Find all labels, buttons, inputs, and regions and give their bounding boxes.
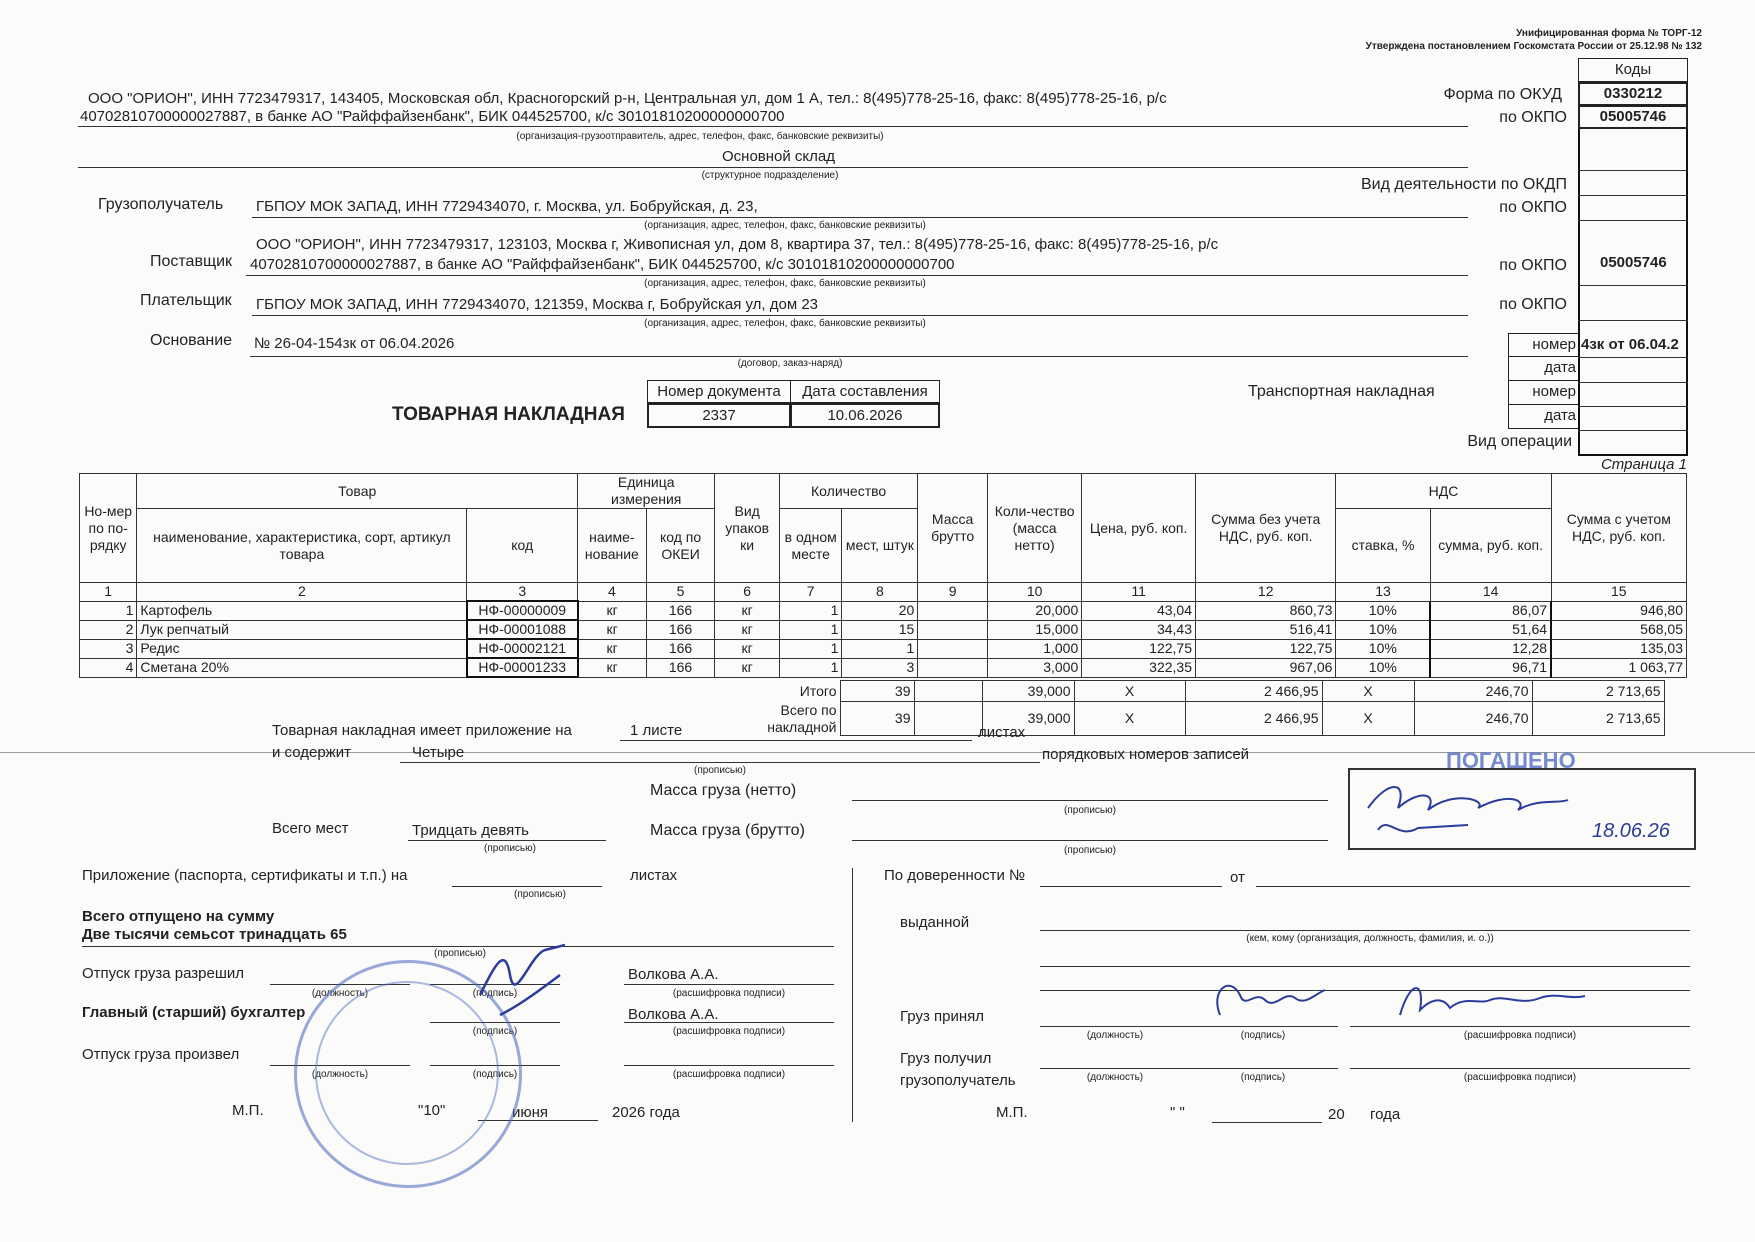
cell-net: 15,000 bbox=[987, 620, 1081, 639]
attach-label: Приложение (паспорта, сертификаты и т.п.) на bbox=[82, 867, 408, 884]
cell-gross bbox=[918, 658, 988, 677]
payer-caption: (организация, адрес, телефон, факс, банковские реквизиты) bbox=[644, 318, 926, 329]
column-number: 2 bbox=[137, 583, 467, 602]
receipt-date-suffix: года bbox=[1370, 1106, 1401, 1123]
release-made-label: Отпуск груза произвел bbox=[82, 1046, 240, 1063]
contains-value: Четыре bbox=[412, 744, 465, 761]
release-allowed-label: Отпуск груза разрешил bbox=[82, 965, 244, 982]
appendix-in-words: (прописью) bbox=[694, 765, 746, 776]
receipt-date-quotes: " " bbox=[1170, 1104, 1185, 1121]
cell-pack: кг bbox=[715, 601, 780, 620]
cell-one: 1 bbox=[779, 620, 842, 639]
issued-label: выданной bbox=[900, 914, 970, 931]
made-position-caption: (должность) bbox=[311, 1069, 369, 1080]
vsego-rate: X bbox=[1322, 702, 1414, 736]
cell-name: Сметана 20% bbox=[137, 658, 467, 677]
cell-one: 1 bbox=[779, 658, 842, 677]
cell-unit: кг bbox=[578, 620, 647, 639]
issued-caption: (кем, кому (организация, должность, фамилия, и. о.)) bbox=[1246, 933, 1494, 944]
cell-price: 43,04 bbox=[1082, 601, 1196, 620]
cell-gross bbox=[918, 620, 988, 639]
accountant-name: Волкова А.А. bbox=[628, 1006, 719, 1023]
total-label: Всего отпущено на сумму bbox=[82, 908, 275, 925]
vsego-price: X bbox=[1074, 702, 1185, 736]
vsego-gross bbox=[914, 702, 982, 736]
th-price: Цена, руб. коп. bbox=[1082, 474, 1196, 583]
transport-number-label: номер bbox=[1508, 381, 1578, 405]
codes-header: Коды bbox=[1578, 58, 1688, 82]
column-number: 11 bbox=[1082, 583, 1196, 602]
th-gross: Масса брутто bbox=[918, 474, 988, 583]
itogo-vat: 246,70 bbox=[1414, 681, 1532, 702]
accepted-decode-caption: (расшифровка подписи) bbox=[1463, 1030, 1577, 1041]
records-label: порядковых номеров записей bbox=[1042, 746, 1250, 763]
supplier-label: Поставщик bbox=[150, 253, 233, 270]
accountant-signature-caption: (подпись) bbox=[472, 1026, 518, 1037]
mass-net-label: Масса груза (нетто) bbox=[650, 782, 797, 799]
cell-places: 1 bbox=[842, 639, 918, 658]
consignee-caption: (организация, адрес, телефон, факс, банковские реквизиты) bbox=[644, 220, 926, 231]
accountant-label: Главный (старший) бухгалтер bbox=[82, 1004, 306, 1021]
attach-in-words: (прописью) bbox=[514, 889, 566, 900]
received-label-2: грузополучатель bbox=[900, 1072, 1016, 1089]
received-label-1: Груз получил bbox=[900, 1050, 992, 1067]
consignee-value: ГБПОУ МОК ЗАПАД, ИНН 7729434070, г. Москва, ул. Бобруйская, д. 23, bbox=[256, 198, 758, 215]
doc-number: 2337 bbox=[647, 403, 791, 428]
cell-n: 4 bbox=[80, 658, 137, 677]
division-value: Основной склад bbox=[722, 148, 836, 165]
cell-places: 3 bbox=[842, 658, 918, 677]
appendix-sheets-value: 1 листе bbox=[630, 722, 683, 739]
received-decode-caption: (расшифровка подписи) bbox=[1463, 1072, 1577, 1083]
attach-sheets-label: листах bbox=[630, 867, 678, 884]
th-qty-places: мест, штук bbox=[842, 509, 918, 583]
itogo-gross bbox=[914, 681, 982, 702]
cell-net: 3,000 bbox=[987, 658, 1081, 677]
approval-note: Утверждена постановлением Госкомстата России от 25.12.98 № 132 bbox=[1365, 41, 1702, 52]
column-number: 3 bbox=[467, 583, 578, 602]
cell-rate: 10% bbox=[1336, 639, 1430, 658]
cell-okei: 166 bbox=[646, 658, 715, 677]
cell-one: 1 bbox=[779, 601, 842, 620]
cell-price: 322,35 bbox=[1082, 658, 1196, 677]
cell-unit: кг bbox=[578, 639, 647, 658]
release-mp: М.П. bbox=[232, 1102, 264, 1119]
receipt-mp: М.П. bbox=[996, 1104, 1028, 1121]
cell-name: Лук репчатый bbox=[137, 620, 467, 639]
table-row bbox=[80, 601, 1687, 620]
cell-name: Редис bbox=[137, 639, 467, 658]
th-pack: Вид упаков ки bbox=[715, 474, 780, 583]
okpo-code: 05005746 bbox=[1578, 105, 1688, 129]
payer-okpo-label: по ОКПО bbox=[1499, 296, 1567, 313]
totals-table bbox=[726, 680, 1665, 736]
payer-value: ГБПОУ МОК ЗАПАД, ИНН 7729434070, 121359, Москва г, Бобруйская ул, дом 23 bbox=[256, 296, 819, 313]
th-qty: Количество bbox=[779, 474, 917, 509]
division-caption: (структурное подразделение) bbox=[701, 170, 839, 181]
cell-name: Картофель bbox=[137, 601, 467, 620]
itogo-total: 2 713,65 bbox=[1532, 681, 1664, 702]
itogo-row bbox=[726, 681, 1664, 702]
okud-code: 0330212 bbox=[1578, 82, 1688, 106]
cell-gross bbox=[918, 639, 988, 658]
cell-sum: 122,75 bbox=[1196, 639, 1336, 658]
contains-label: и содержит bbox=[272, 744, 351, 761]
transport-label: Транспортная накладная bbox=[1248, 383, 1435, 400]
release-date-year: 2026 года bbox=[612, 1104, 680, 1121]
received-position-caption: (должность) bbox=[1086, 1072, 1144, 1083]
cell-vat: 96,71 bbox=[1430, 658, 1551, 677]
column-number: 9 bbox=[918, 583, 988, 602]
column-number: 1 bbox=[80, 583, 137, 602]
cell-gross bbox=[918, 601, 988, 620]
cell-okei: 166 bbox=[646, 620, 715, 639]
th-unit-okei: код по ОКЕИ bbox=[646, 509, 715, 583]
allowed-position-caption: (должность) bbox=[311, 988, 369, 999]
th-goods-name: наименование, характеристика, сорт, артикул товара bbox=[137, 509, 467, 583]
accepted-position-caption: (должность) bbox=[1086, 1030, 1144, 1041]
itogo-rate: X bbox=[1322, 681, 1414, 702]
appendix-label: Товарная накладная имеет приложение на bbox=[272, 722, 572, 739]
supplier-line2: 40702810700000027887, в банке АО "Райффайзенбанк", БИК 044525700, к/с 30101810200000000700 bbox=[250, 256, 955, 273]
made-decode-caption: (расшифровка подписи) bbox=[672, 1069, 786, 1080]
vsego-label: Всего по накладной bbox=[767, 701, 837, 735]
cell-pack: кг bbox=[715, 658, 780, 677]
places-label: Всего мест bbox=[272, 820, 349, 837]
allowed-decode-caption: (расшифровка подписи) bbox=[672, 988, 786, 999]
cell-total: 946,80 bbox=[1551, 601, 1686, 620]
okdp-label: Вид деятельности по ОКДП bbox=[1360, 176, 1567, 193]
payer-label: Плательщик bbox=[140, 292, 232, 309]
cell-price: 122,75 bbox=[1082, 639, 1196, 658]
table-row bbox=[80, 639, 1687, 658]
cell-total: 135,03 bbox=[1551, 639, 1686, 658]
transport-date-label: дата bbox=[1508, 405, 1578, 429]
cell-rate: 10% bbox=[1336, 620, 1430, 639]
th-unit: Единица измерения bbox=[578, 474, 715, 509]
accepted-signature bbox=[1200, 970, 1340, 1030]
shipper-line1: ООО "ОРИОН", ИНН 7723479317, 143405, Московская обл, Красногорский р-н, Центральная ул, дом 1 А, тел.: 8(495)778-25-16, факс: 8(495)778-25-16, р/с bbox=[88, 90, 1167, 107]
cell-vat: 12,28 bbox=[1430, 639, 1551, 658]
basis-number-label: номер bbox=[1508, 333, 1578, 357]
column-numbers-row bbox=[80, 583, 1687, 602]
shipper-caption: (организация-грузоотправитель, адрес, телефон, факс, банковские реквизиты) bbox=[516, 131, 884, 142]
basis-date-label: дата bbox=[1508, 357, 1578, 381]
accountant-decode-caption: (расшифровка подписи) bbox=[672, 1026, 786, 1037]
supplier-okpo-label: по ОКПО bbox=[1499, 257, 1567, 274]
release-signature bbox=[470, 935, 580, 1025]
th-qty-one: в одном месте bbox=[779, 509, 842, 583]
column-number: 4 bbox=[578, 583, 647, 602]
proxy-from-label: от bbox=[1230, 869, 1245, 886]
cell-sum: 516,41 bbox=[1196, 620, 1336, 639]
accepted-label: Груз принял bbox=[900, 1008, 985, 1025]
total-value: Две тысячи семьсот тринадцать 65 bbox=[82, 926, 347, 943]
cell-code: НФ-00001233 bbox=[467, 658, 578, 677]
th-vat: НДС bbox=[1336, 474, 1551, 509]
cell-sum: 967,06 bbox=[1196, 658, 1336, 677]
cell-total: 568,05 bbox=[1551, 620, 1686, 639]
receipt-date-year: 20 bbox=[1328, 1106, 1345, 1123]
column-number: 5 bbox=[646, 583, 715, 602]
cell-unit: кг bbox=[578, 658, 647, 677]
cell-okei: 166 bbox=[646, 639, 715, 658]
vsego-places: 39 bbox=[840, 702, 914, 736]
supplier-okpo-code: 05005746 bbox=[1600, 254, 1667, 271]
okpo-label: по ОКПО bbox=[1499, 109, 1567, 126]
th-vat-sum: сумма, руб. коп. bbox=[1430, 509, 1551, 583]
accepted-decode-signature bbox=[1390, 970, 1590, 1030]
cell-code: НФ-00002121 bbox=[467, 639, 578, 658]
cell-rate: 10% bbox=[1336, 658, 1430, 677]
mass-net-in-words: (прописью) bbox=[1064, 805, 1116, 816]
itogo-net: 39,000 bbox=[982, 681, 1074, 702]
column-number: 8 bbox=[842, 583, 918, 602]
proxy-label: По доверенности № bbox=[884, 867, 1026, 884]
items-table bbox=[79, 473, 1687, 678]
basis-caption: (договор, заказ-наряд) bbox=[737, 358, 843, 369]
cell-vat: 51,64 bbox=[1430, 620, 1551, 639]
th-sum-vat: Сумма с учетом НДС, руб. коп. bbox=[1551, 474, 1686, 583]
table-row bbox=[80, 620, 1687, 639]
th-goods: Товар bbox=[137, 474, 578, 509]
cell-code: НФ-00000009 bbox=[467, 601, 578, 620]
cancelled-stamp-text: ПОГАШЕНО bbox=[1446, 748, 1576, 773]
column-number: 12 bbox=[1196, 583, 1336, 602]
cell-pack: кг bbox=[715, 639, 780, 658]
release-date-month: июня bbox=[512, 1104, 549, 1121]
cell-net: 1,000 bbox=[987, 639, 1081, 658]
th-net: Коли-чество (масса нетто) bbox=[987, 474, 1081, 583]
okud-label: Форма по ОКУД bbox=[1443, 86, 1562, 103]
cell-total: 1 063,77 bbox=[1551, 658, 1686, 677]
places-in-words: (прописью) bbox=[484, 843, 536, 854]
doc-date-header: Дата составления bbox=[790, 380, 940, 403]
basis-number-code: 4зк от 06.04.2 bbox=[1581, 336, 1679, 353]
th-num: Но-мер по по-рядку bbox=[80, 474, 137, 583]
cell-code: НФ-00001088 bbox=[467, 620, 578, 639]
column-number: 7 bbox=[779, 583, 842, 602]
vsego-vat: 246,70 bbox=[1414, 702, 1532, 736]
made-signature-caption: (подпись) bbox=[472, 1069, 518, 1080]
cell-n: 2 bbox=[80, 620, 137, 639]
cell-one: 1 bbox=[779, 639, 842, 658]
column-number: 13 bbox=[1336, 583, 1430, 602]
consignee-label: Грузополучатель bbox=[98, 196, 224, 213]
consignee-okpo-label: по ОКПО bbox=[1499, 199, 1567, 216]
page-label: Страница 1 bbox=[1600, 456, 1687, 473]
supplier-line1: ООО "ОРИОН", ИНН 7723479317, 123103, Москва г, Живописная ул, дом 8, квартира 37, тел.: 8(495)778-25-16, факс: 8(495)778-25-16, р/с bbox=[256, 236, 1219, 253]
doc-number-header: Номер документа bbox=[647, 380, 791, 403]
th-vat-rate: ставка, % bbox=[1336, 509, 1430, 583]
stamp-date: 18.06.26 bbox=[1592, 820, 1670, 842]
doc-date: 10.06.2026 bbox=[790, 403, 940, 428]
cell-vat: 86,07 bbox=[1430, 601, 1551, 620]
release-allowed-name: Волкова А.А. bbox=[628, 966, 719, 983]
places-value: Тридцать девять bbox=[412, 822, 529, 839]
vsego-sum: 2 466,95 bbox=[1185, 702, 1322, 736]
unified-form-note: Унифицированная форма № ТОРГ-12 bbox=[1516, 28, 1702, 39]
vsego-total: 2 713,65 bbox=[1532, 702, 1664, 736]
shipper-line2: 40702810700000027887, в банке АО "Райффайзенбанк", БИК 044525700, к/с 30101810200000000700 bbox=[80, 108, 785, 125]
document-title: ТОВАРНАЯ НАКЛАДНАЯ bbox=[392, 404, 625, 425]
received-signature-caption: (подпись) bbox=[1240, 1072, 1286, 1083]
column-number: 15 bbox=[1551, 583, 1686, 602]
allowed-signature-caption: (подпись) bbox=[472, 988, 518, 999]
cell-okei: 166 bbox=[646, 601, 715, 620]
th-goods-code: код bbox=[467, 509, 578, 583]
cell-sum: 860,73 bbox=[1196, 601, 1336, 620]
cell-unit: кг bbox=[578, 601, 647, 620]
operation-label: Вид операции bbox=[1467, 433, 1572, 450]
cell-rate: 10% bbox=[1336, 601, 1430, 620]
itogo-sum: 2 466,95 bbox=[1185, 681, 1322, 702]
itogo-price: X bbox=[1074, 681, 1185, 702]
th-unit-name: наиме-нование bbox=[578, 509, 647, 583]
total-in-words: (прописью) bbox=[434, 948, 486, 959]
vsego-net: 39,000 bbox=[982, 702, 1074, 736]
supplier-caption: (организация, адрес, телефон, факс, банковские реквизиты) bbox=[644, 278, 926, 289]
cell-pack: кг bbox=[715, 620, 780, 639]
th-sum-no-vat: Сумма без учета НДС, руб. коп. bbox=[1196, 474, 1336, 583]
basis-value: № 26-04-154зк от 06.04.2026 bbox=[254, 335, 455, 352]
basis-label: Основание bbox=[150, 332, 233, 349]
column-number: 10 bbox=[987, 583, 1081, 602]
cell-places: 20 bbox=[842, 601, 918, 620]
column-number: 14 bbox=[1430, 583, 1551, 602]
mass-gross-in-words: (прописью) bbox=[1064, 845, 1116, 856]
appendix-sheets-label: листах bbox=[978, 724, 1026, 741]
cell-places: 15 bbox=[842, 620, 918, 639]
mass-gross-label: Масса груза (брутто) bbox=[650, 822, 805, 839]
table-row bbox=[80, 658, 1687, 677]
column-number: 6 bbox=[715, 583, 780, 602]
cell-n: 1 bbox=[80, 601, 137, 620]
cell-net: 20,000 bbox=[987, 601, 1081, 620]
accepted-signature-caption: (подпись) bbox=[1240, 1030, 1286, 1041]
cell-price: 34,43 bbox=[1082, 620, 1196, 639]
itogo-label: Итого bbox=[799, 682, 837, 699]
cell-n: 3 bbox=[80, 639, 137, 658]
vsego-row bbox=[726, 702, 1664, 736]
itogo-places: 39 bbox=[840, 681, 914, 702]
release-date-day: "10" bbox=[418, 1102, 446, 1119]
